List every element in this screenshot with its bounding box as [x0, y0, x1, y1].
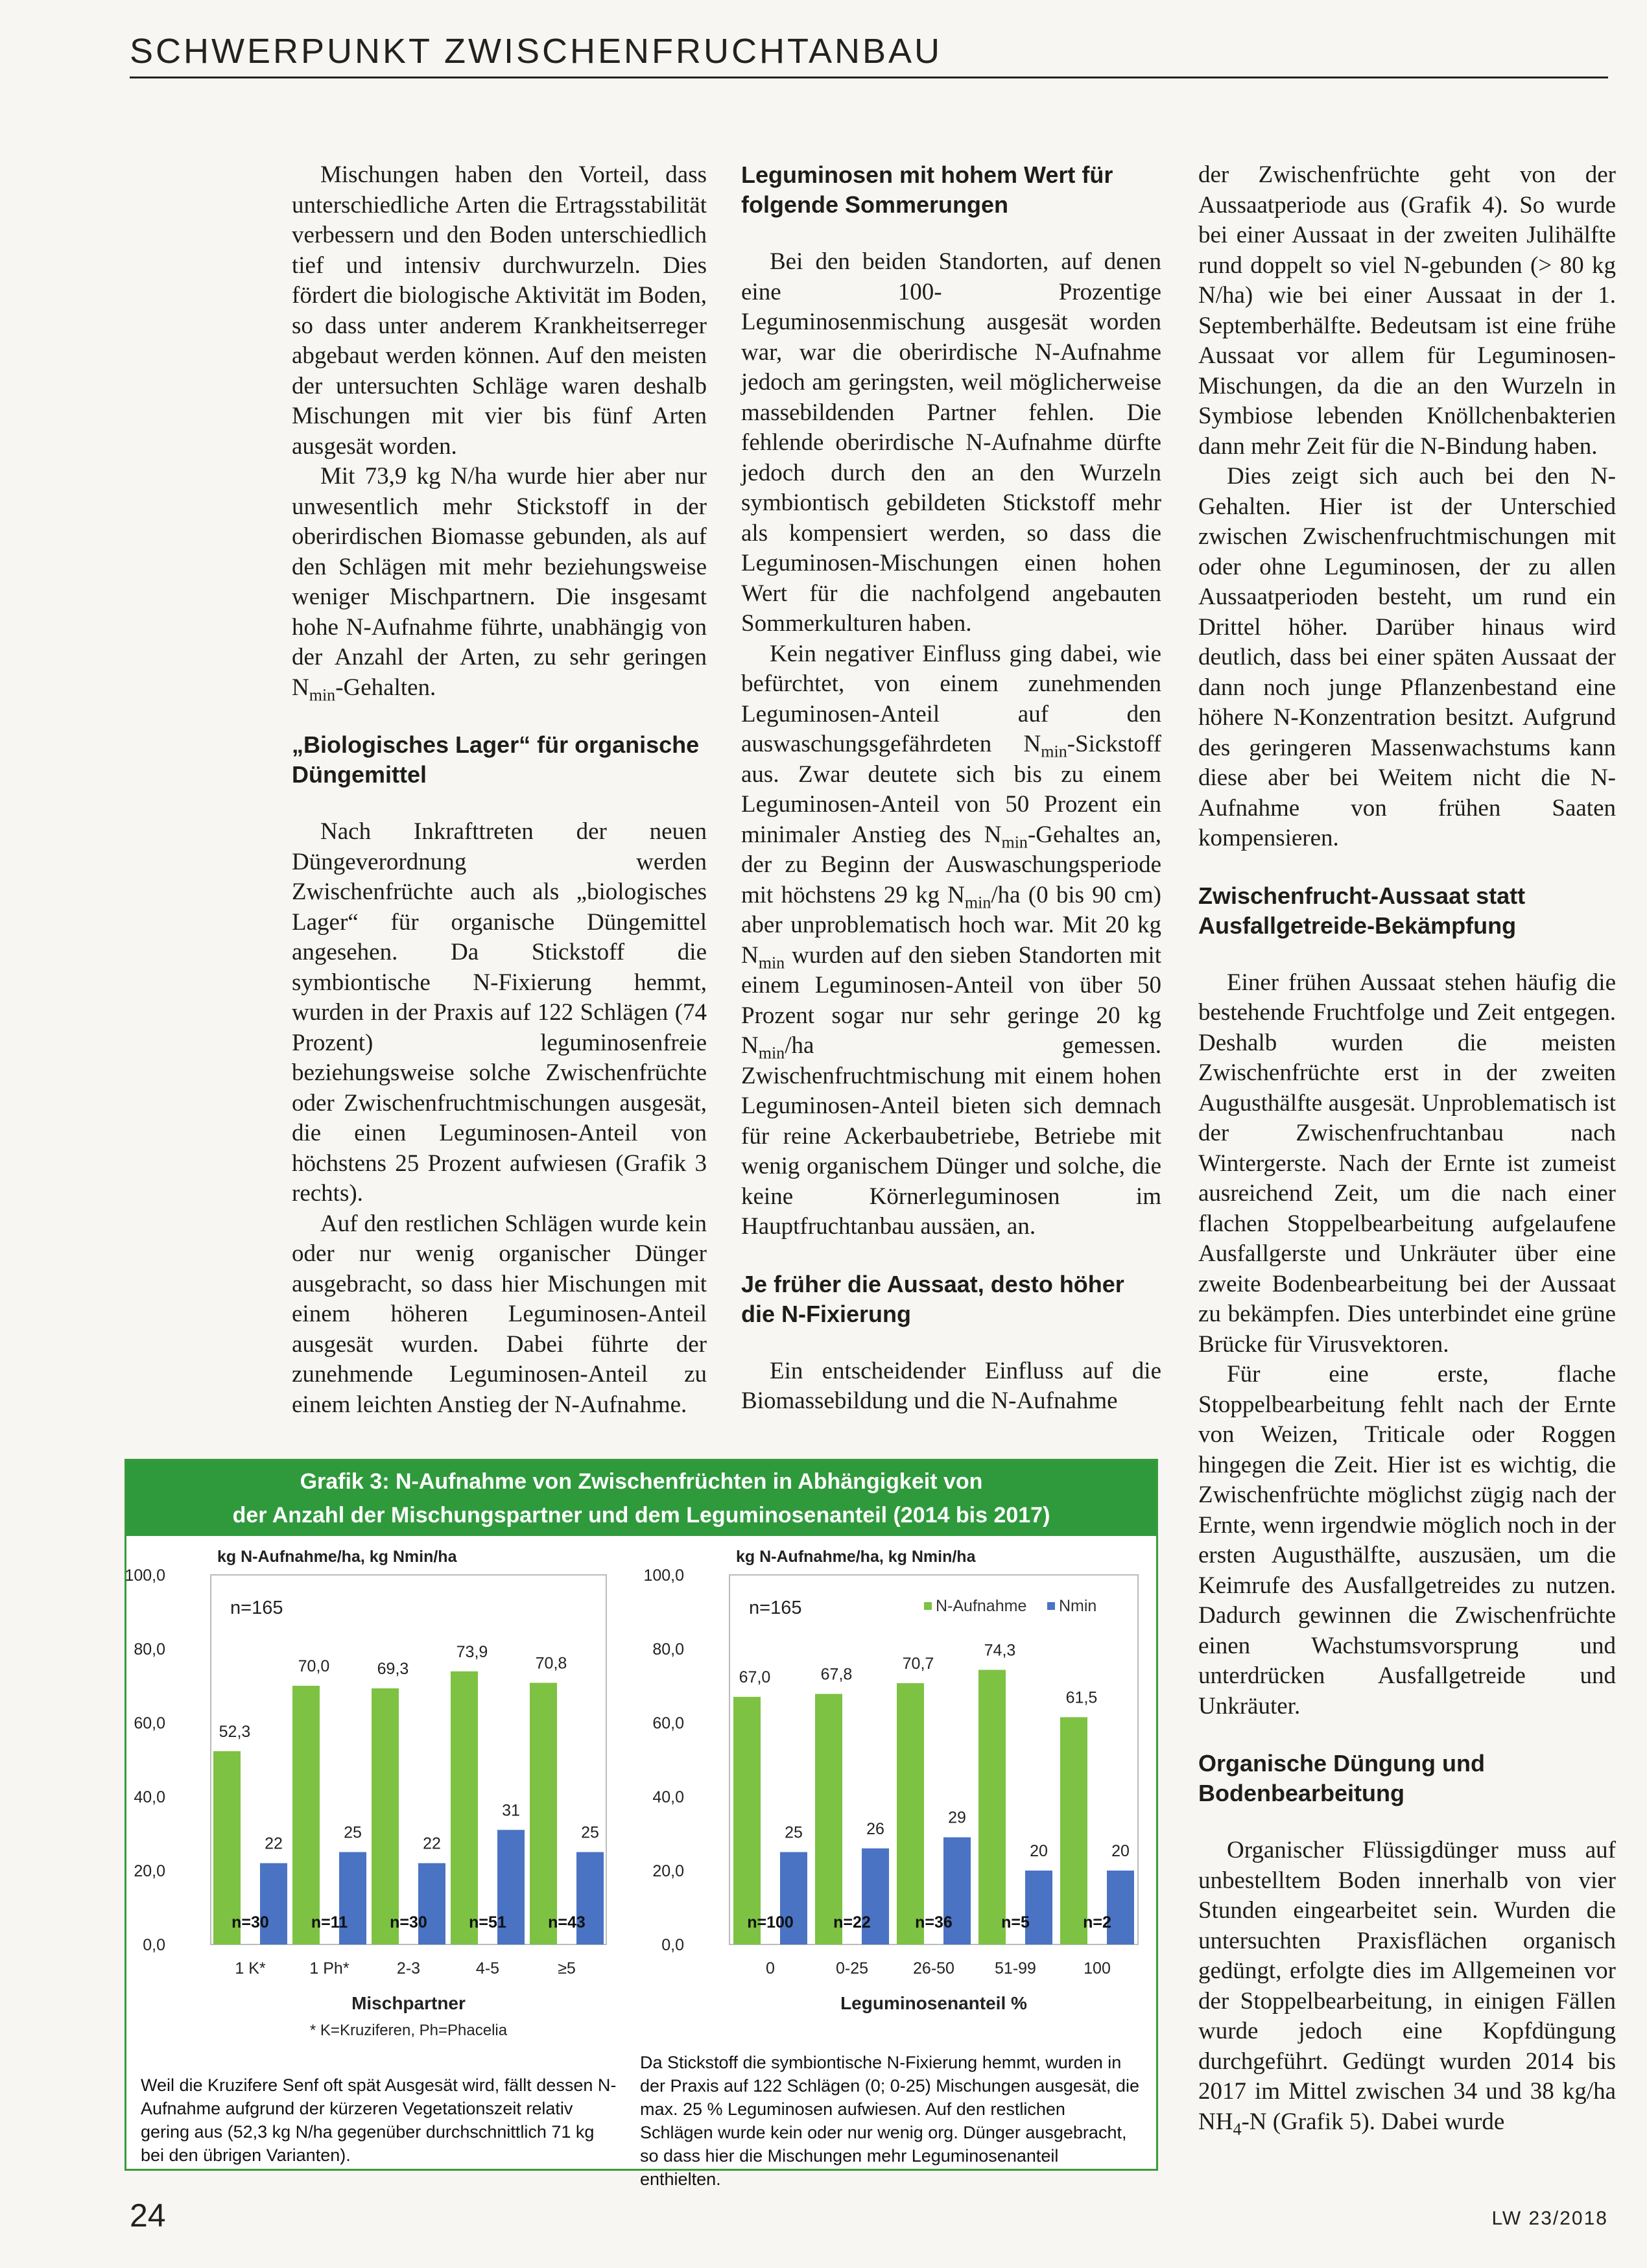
data-label: 26 [866, 1819, 884, 1838]
n-label: n=2 [1083, 1913, 1111, 1931]
x-axis-label: Mischpartner [351, 1993, 466, 2013]
y-tick-label: 20,0 [134, 1862, 165, 1880]
column-2 [741, 160, 1161, 1417]
y-tick-label: 100,0 [643, 1566, 684, 1585]
paragraph: Bei den beiden Standorten, auf denen eine 100- Prozentige Leguminosenmischung ausgesät worden war, war die oberirdische N-Aufnahme jedoch am geringsten, weil möglicherweise massebildenden Partner fehlen. Die fehlende oberirdische N-Aufnahme dürfte jedoch durch den an den Wurzeln symbiontisch gebildeten Stickstoff mehr als kompensiert werden, so dass die Leguminosen-Mischungen einen hohen Wert für die nachfolgend angebauten Sommerkulturen haben. [741, 248, 1161, 637]
column-3 [1198, 160, 1616, 2137]
data-label: 69,3 [377, 1659, 409, 1678]
y-tick-label: 100,0 [124, 1566, 165, 1585]
bar-green [292, 1686, 320, 1944]
bar-green [733, 1697, 761, 1944]
chart-leguminosenanteil [639, 1536, 1156, 2013]
subheading: Je früher die Aussaat, desto höher die N-Fixierung [741, 1270, 1124, 1327]
footnote: * K=Kruziferen, Ph=Phacelia [309, 2022, 508, 2039]
section-header: SCHWERPUNKT ZWISCHENFRUCHTANBAU [130, 32, 943, 71]
page-number: 24 [130, 2197, 166, 2234]
paragraph: Kein negativer Einfluss ging dabei, wie befürchtet, von einem zunehmenden Leguminosen-Anteil auf den auswaschungsgefährdeten $N_{min}$-Sickstoff aus. Zwar deutete sich bis zu einem Leguminosen-Anteil von 50 Prozent ein minimaler Anstieg des $N_{min}$-Gehaltes an, der zu Beginn der Auswaschungsperiode mit höchstens 29 kg $N_{min}/ha$ (0 bis 90 cm) aber unproblematisch hoch war. Mit 20 kg $N_{min}$ wurden auf den sieben Standorten mit einem Leguminosen-Anteil von über 50 Prozent sogar nur sehr geringe 20 kg $N_{min}/ha$ gemessen. Zwischenfruchtmischung mit einem hohen Leguminosen-Anteil bieten sich demnach für reine Ackerbaubetriebe, Betriebe mit wenig organischem Dünger und solche, die keine Körnerleguminosen im Hauptfruchtanbau aussäen, an. [741, 640, 1161, 1240]
bar-green [978, 1670, 1006, 1944]
data-label: 22 [265, 1834, 283, 1853]
n-label: n=43 [548, 1913, 586, 1931]
paragraph: Einer frühen Aussaat stehen häufig die bestehende Fruchtfolge und Zeit entgegen. Deshalb wurden die meisten Zwischenfrüchte erst in der zweiten Augusthälfte ausgesät. Unproblematisch ist der Zwischenfruchtanbau nach Wintergerste. Nach der Ernte ist zumeist ausreichend Zeit, um die nach einer flachen Stoppelbearbeitung aufgelaufene Ausfallgerste und Unkräuter über eine zweite Bodenbearbeitung bei der Aussaat zu bekämpfen. Dies unterbindet eine grüne Brücke für Virusvektoren. [1198, 969, 1616, 1358]
data-label: 29 [948, 1808, 966, 1827]
data-label: 25 [581, 1823, 599, 1842]
y-tick-label: 40,0 [134, 1788, 165, 1806]
y-axis-label: kg N-Aufnahme/ha, kg Nmin/ha [217, 1548, 457, 1566]
bar-blue [418, 1863, 445, 1944]
data-label: 25 [344, 1823, 362, 1842]
bar-green [372, 1688, 399, 1944]
bar-blue [1025, 1871, 1052, 1944]
x-tick-label: 0 [766, 1959, 775, 1978]
x-tick-label: 100 [1084, 1959, 1111, 1978]
bar-blue [260, 1863, 287, 1944]
paragraph: Mischungen haben den Vorteil, dass unterschiedliche Arten die Ertragsstabilität verbessern und den Boden unterschiedlich tief und intensiv durchwurzeln. Dies fördert die biologische Aktivität im Boden, so dass unter anderem Krankheitserreger abgebaut werden können. Auf den meisten der untersuchten Schläge waren deshalb Mischungen mit vier bis fünf Arten ausgesät worden. [292, 161, 707, 460]
figure-grafik-3 [124, 1459, 1158, 2189]
x-tick-label: 1 K* [235, 1959, 266, 1978]
data-label: 73,9 [456, 1642, 488, 1661]
x-tick-label: 26-50 [913, 1959, 954, 1978]
y-tick-label: 60,0 [652, 1714, 684, 1732]
y-axis-label: kg N-Aufnahme/ha, kg Nmin/ha [736, 1548, 976, 1566]
paragraph: Für eine erste, flache Stoppelbearbeitung fehlt nach der Ernte von Weizen, Triticale oder Roggen hingegen die Zeit. Hier ist es wichtig, die Zwischenfrüchte möglichst zügig nach der Ernte, wenn irgendwie möglich noch in der ersten Augusthälfte, auszusäen, um die Keimrufe des Ausfallgetreides zu nutzen. Dadurch gewinnen die Zwischenfrüchte einen Wachstumsvorsprung und unterdrücken Ausfallgetreide und Unkräuter. [1198, 1361, 1616, 1719]
data-label: 52,3 [219, 1722, 251, 1741]
y-tick-label: 60,0 [134, 1714, 165, 1732]
bar-green [815, 1694, 842, 1944]
data-label: 22 [423, 1834, 441, 1853]
bar-green [1060, 1717, 1087, 1944]
legend-swatch-green [924, 1602, 932, 1610]
sample-size-note: n=165 [749, 1598, 802, 1618]
paragraph: Organischer Flüssigdünger muss auf unbestelltem Boden innerhalb von vier Stunden eingearbeitet sein. Wurden die untersuchten Praxisflächen organisch gedüngt, erfolgte dies im Allgemeinen vor der Stoppelbearbeitung, in einigen Fällen wurde jedoch eine Kopfdüngung durchgeführt. Gedüngt wurden 2014 bis 2017 im Mittel zwischen 34 und 38 kg/ha $NH_4-N$ (Grafik 5). Dabei wurde [1198, 1837, 1616, 2138]
x-axis-label: Leguminosenanteil % [840, 1993, 1027, 2013]
n-label: n=30 [231, 1913, 269, 1931]
data-label: 70,8 [535, 1654, 567, 1673]
column-1 [292, 160, 707, 1420]
n-label: n=100 [747, 1913, 794, 1931]
subheading: Organische Düngung und Bodenbearbeitung [1198, 1750, 1485, 1806]
data-label: 67,0 [739, 1668, 771, 1687]
sample-size-note: n=165 [230, 1598, 283, 1618]
y-tick-label: 80,0 [652, 1640, 684, 1659]
data-label: 70,7 [902, 1655, 934, 1673]
n-label: n=51 [469, 1913, 506, 1931]
x-tick-label: 51-99 [995, 1959, 1036, 1978]
subheading: Leguminosen mit hohem Wert für folgende Sommerungen [741, 161, 1113, 218]
data-label: 70,0 [298, 1657, 330, 1675]
header-rule [130, 77, 1608, 78]
data-label: 20 [1030, 1842, 1048, 1860]
n-label: n=5 [1001, 1913, 1030, 1931]
paragraph: Nach Inkrafttreten der neuen Düngeverordnung werden Zwischenfrüchte auch als „biologisches Lager“ für organische Düngemittel angesehen. Da Stickstoff die symbiontische N-Fixierung hemmt, wurden in der Praxis auf 122 Schlägen (74 Prozent) leguminosenfreie beziehungsweise solche Zwischenfrüchte oder Zwischenfruchtmischungen ausgesät, die einen Leguminosen-Anteil von höchstens 25 Prozent aufwiesen (Grafik 3 rechts). [292, 818, 707, 1207]
bar-green [451, 1671, 478, 1944]
paragraph: der Zwischenfrüchte geht von der Aussaatperiode aus (Grafik 4). So wurde bei einer Aussaat in der zweiten Julihälfte rund doppelt so viel N-gebunden (> 80 kg N/ha) wie bei einer Aussaat in der 1. Septemberhälfte. Bedeutsam ist eine frühe Aussaat vor allem für Leguminosen-Mischungen, da die an den Wurzeln in Symbiose lebenden Knöllchenbakterien dann mehr Zeit für die N-Bindung haben. [1198, 161, 1616, 460]
bar-green [530, 1683, 557, 1944]
issue-label: LW 23/2018 [1491, 2208, 1608, 2229]
y-tick-label: 0,0 [661, 1936, 684, 1954]
x-tick-label: 2-3 [396, 1959, 421, 1978]
chart-mischpartner [124, 1536, 632, 2039]
figure-title: Grafik 3: N-Aufnahme von Zwischenfrüchten in Abhängigkeit von der Anzahl der Mischungspartner und dem Leguminosenanteil (2014 bis 2017) [126, 1461, 1156, 1536]
paragraph: Ein entscheidender Einfluss auf die Biomassebildung und die N-Aufnahme [741, 1357, 1161, 1414]
paragraph: Auf den restlichen Schlägen wurde kein oder nur wenig organischer Dünger ausgebracht, so dass hier Mischungen mit einem höheren Leguminosen-Anteil ausgesät wurden. Dabei führte der zunehmende Leguminosen-Anteil zu einem leichten Anstieg der N-Aufnahme. [292, 1210, 707, 1418]
data-label: 61,5 [1065, 1688, 1098, 1707]
caption-right: Da Stickstoff die symbiontische N-Fixierung hemmt, wurden in der Praxis auf 122 Schlägen (0; 0-25) Mischungen ausgesät, die max. 25 % Leguminosen aufwiesen. Auf den restlichen Schlägen wurde kein oder nur wenig org. Dünger ausgebracht, so dass hier die Mischungen mehr Leguminosenanteil enthielten. [640, 2053, 1139, 2189]
subheading: Zwischenfrucht-Aussaat statt Ausfallgetreide-Bekämpfung [1198, 882, 1526, 939]
x-tick-label: 1 Ph* [309, 1959, 350, 1978]
x-tick-label: ≥5 [558, 1959, 576, 1978]
data-label: 25 [785, 1823, 803, 1842]
y-tick-label: 20,0 [652, 1862, 684, 1880]
bar-green [897, 1683, 924, 1944]
caption-left: Weil die Kruzifere Senf oft spät Ausgesät wird, fällt dessen N-Aufnahme aufgrund der kürzeren Vegetationszeit relativ gering aus (52,3 kg N/ha gegenüber durchschnittlich 71 kg bei den übrigen Varianten). [141, 2075, 617, 2165]
legend-swatch-blue [1047, 1602, 1055, 1610]
data-label: 20 [1111, 1842, 1130, 1860]
n-label: n=11 [311, 1913, 348, 1931]
bar-blue [1107, 1871, 1134, 1944]
paragraph: Dies zeigt sich auch bei den N-Gehalten. Hier ist der Unterschied zwischen Zwischenfruchtmischungen mit oder ohne Leguminosen, der zu allen Aussaatperioden besteht, um rund ein Drittel höher. Darüber hinaus wird deutlich, dass bei einer späten Aussaat der dann noch junge Pflanzenbestand eine höhere N-Konzentration besitzt. Aufgrund des geringeren Massenwachstums kann diese aber bei Weitem nicht die N-Aufnahme von frühen Saaten kompensieren. [1198, 463, 1616, 851]
x-tick-label: 4-5 [475, 1959, 500, 1978]
n-label: n=22 [833, 1913, 871, 1931]
y-tick-label: 80,0 [134, 1640, 165, 1659]
n-label: n=36 [915, 1913, 953, 1931]
data-label: 67,8 [820, 1665, 853, 1684]
y-tick-label: 40,0 [652, 1788, 684, 1806]
paragraph: Mit 73,9 kg N/ha wurde hier aber nur unwesentlich mehr Stickstoff in der oberirdischen Biomasse gebunden, als auf den Schlägen mit mehr beziehungsweise weniger Mischpartnern. Die insgesamt hohe N-Aufnahme führte, unabhängig von der Anzahl der Arten, zu sehr geringen $N_{min}$-Gehalten. [292, 463, 707, 704]
data-label: 31 [502, 1801, 520, 1820]
data-label: 74,3 [984, 1641, 1016, 1660]
legend-label: N-Aufnahme [936, 1597, 1027, 1615]
legend-label: Nmin [1059, 1597, 1097, 1615]
subheading: „Biologisches Lager“ für organische Düngemittel [292, 731, 700, 788]
y-tick-label: 0,0 [143, 1936, 165, 1954]
n-label: n=30 [390, 1913, 427, 1931]
x-tick-label: 0-25 [835, 1959, 869, 1978]
